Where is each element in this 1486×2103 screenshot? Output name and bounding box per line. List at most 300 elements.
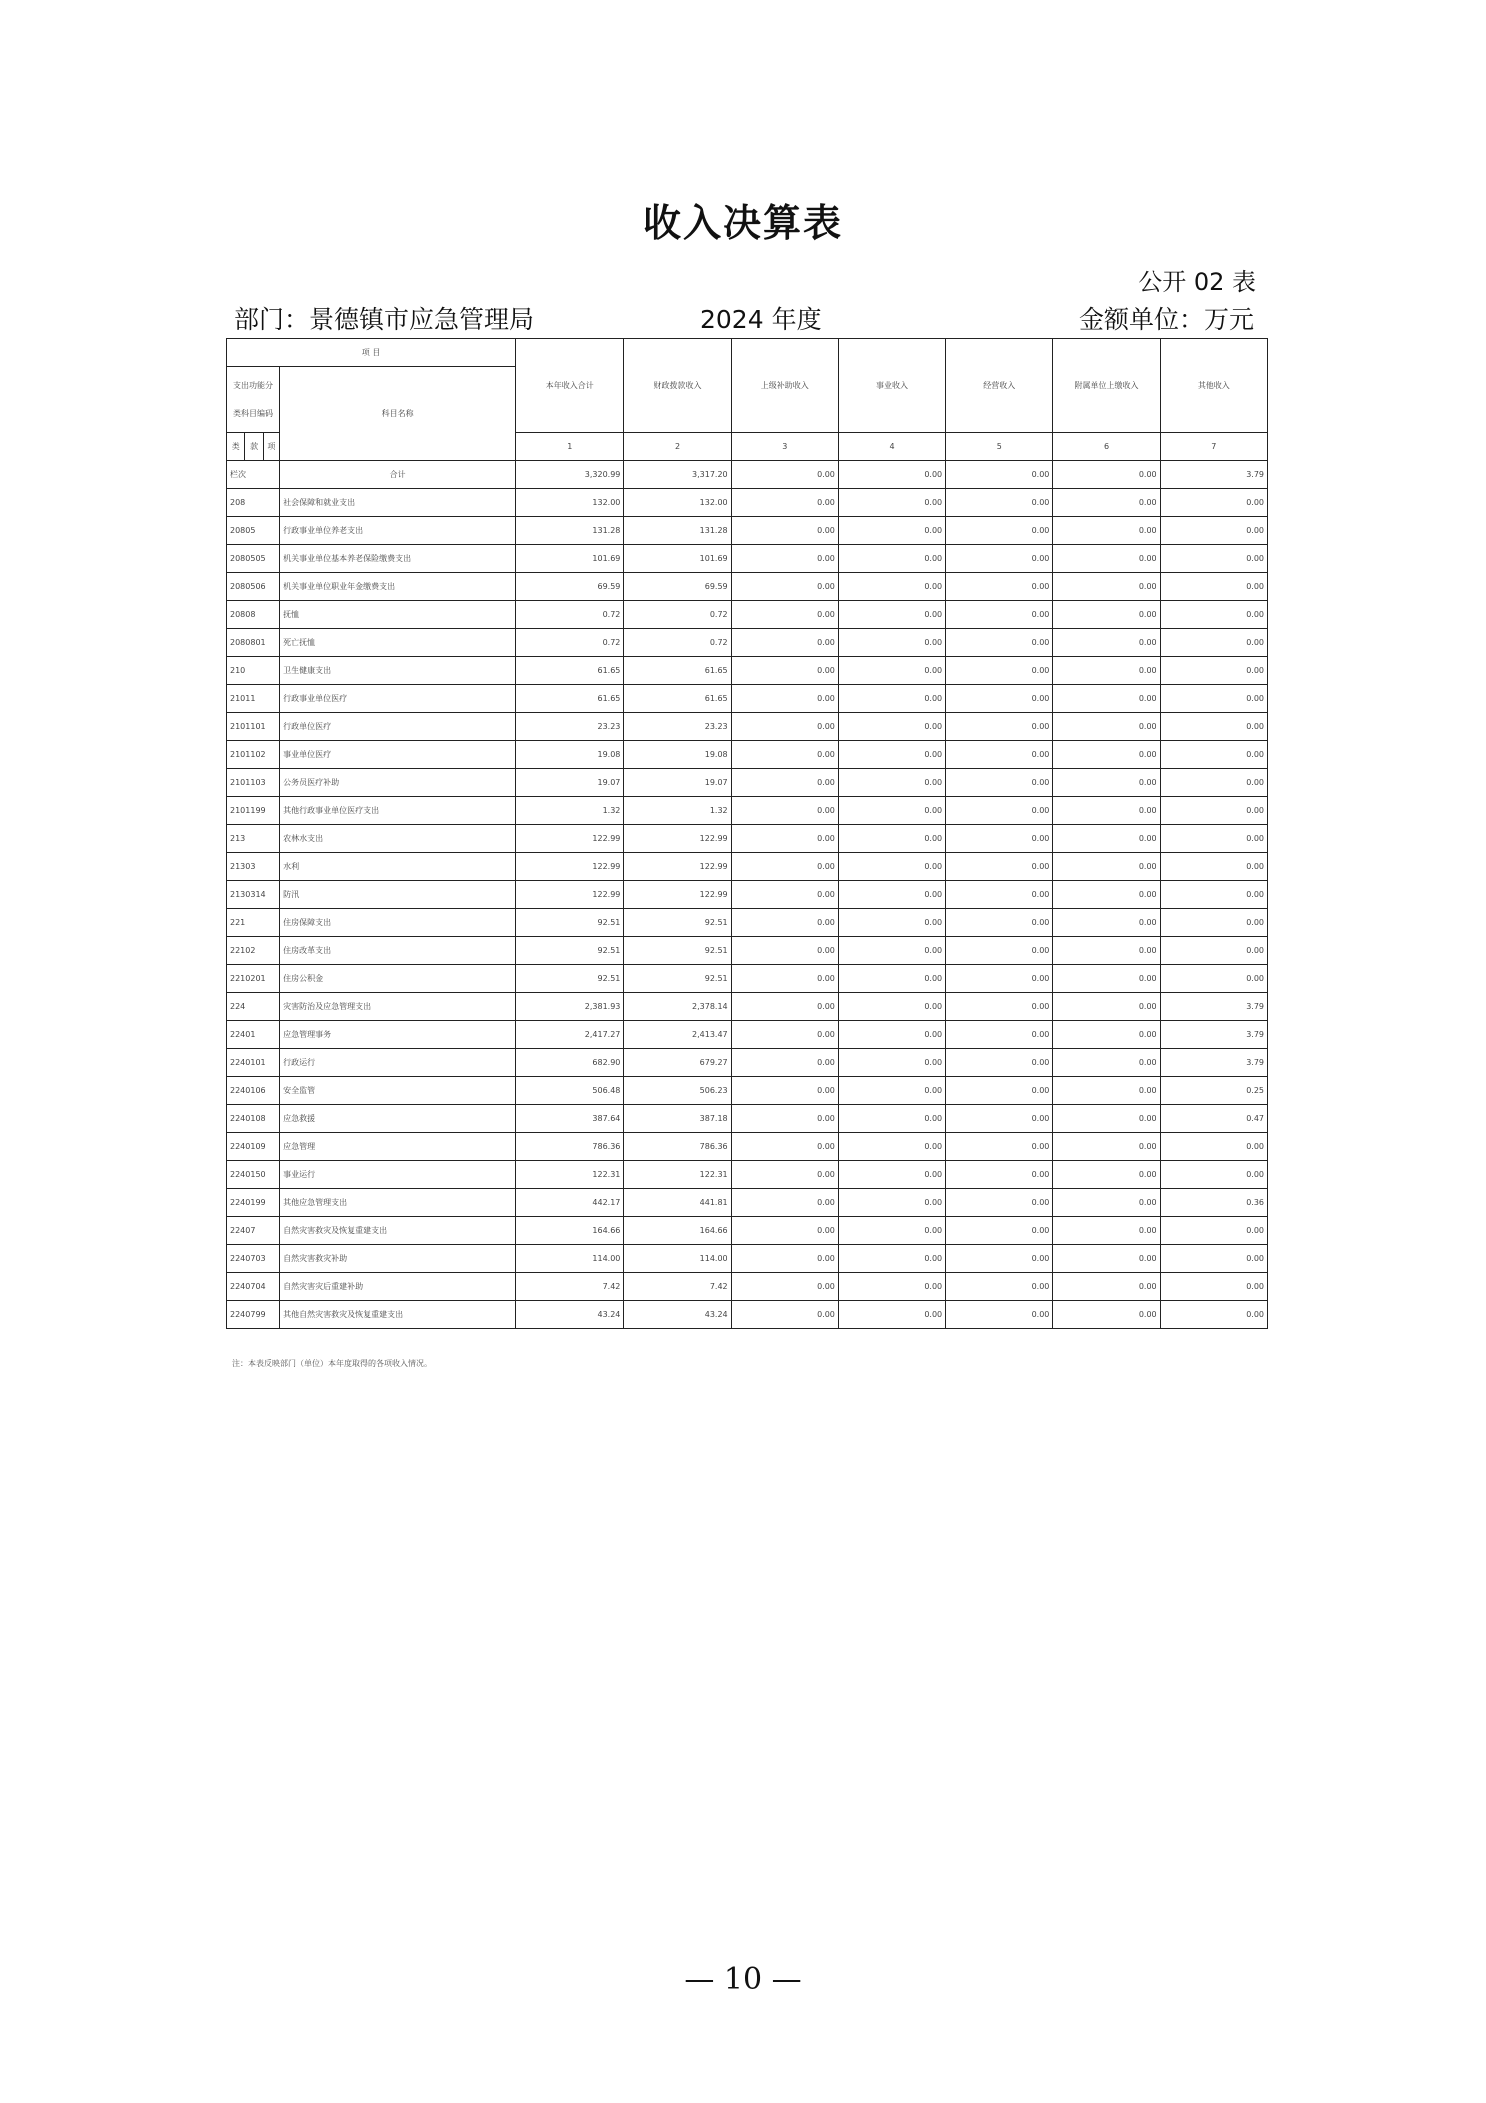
amount-cell: 0.00 (1160, 657, 1267, 685)
amount-cell: 0.00 (946, 853, 1053, 881)
amount-cell: 0.00 (946, 489, 1053, 517)
amount-cell: 0.00 (946, 657, 1053, 685)
subject-code: 224 (227, 993, 280, 1021)
amount-cell: 0.00 (731, 1301, 838, 1329)
amount-cell: 0.00 (838, 797, 945, 825)
page-title: 收入决算表 (642, 201, 843, 245)
total-value: 0.00 (838, 461, 945, 489)
amount-cell: 0.00 (731, 741, 838, 769)
amount-cell: 0.72 (624, 601, 731, 629)
amount-cell: 0.00 (838, 993, 945, 1021)
amount-cell: 0.00 (1053, 1077, 1160, 1105)
amount-cell: 23.23 (516, 713, 624, 741)
amount-cell: 132.00 (624, 489, 731, 517)
subject-name: 其他应急管理支出 (280, 1189, 516, 1217)
amount-cell: 0.00 (946, 517, 1053, 545)
amount-cell: 0.00 (946, 713, 1053, 741)
amount-cell: 2,417.27 (516, 1021, 624, 1049)
subject-code: 21011 (227, 685, 280, 713)
table-row (227, 1161, 1268, 1189)
amount-cell: 0.00 (1160, 1245, 1267, 1273)
subject-code: 22401 (227, 1021, 280, 1049)
amount-cell: 506.23 (624, 1077, 731, 1105)
amount-cell: 132.00 (516, 489, 624, 517)
subject-name: 公务员医疗补助 (280, 769, 516, 797)
amount-cell: 0.00 (838, 965, 945, 993)
amount-cell: 0.00 (946, 1301, 1053, 1329)
amount-cell: 1.32 (516, 797, 624, 825)
table-row (227, 1133, 1268, 1161)
amount-cell: 0.00 (838, 881, 945, 909)
amount-cell: 0.72 (624, 629, 731, 657)
amount-cell: 0.00 (1160, 489, 1267, 517)
amount-cell: 0.00 (1053, 853, 1160, 881)
amount-cell: 122.99 (624, 881, 731, 909)
amount-cell: 0.00 (731, 769, 838, 797)
amount-cell: 0.00 (1160, 1161, 1267, 1189)
total-label: 合计 (280, 461, 516, 489)
amount-cell: 0.00 (838, 741, 945, 769)
amount-cell: 7.42 (624, 1273, 731, 1301)
table-row (227, 797, 1268, 825)
amount-cell: 19.07 (624, 769, 731, 797)
amount-cell: 0.00 (838, 853, 945, 881)
department-label: 部门：景德镇市应急管理局 (234, 305, 535, 334)
subject-name: 水利 (280, 853, 516, 881)
header-col-num-3: 3 (731, 433, 838, 461)
amount-cell: 0.00 (1053, 1021, 1160, 1049)
amount-cell: 92.51 (516, 965, 624, 993)
header-col-num-1: 1 (516, 433, 624, 461)
amount-cell: 0.00 (1053, 881, 1160, 909)
amount-cell: 122.31 (516, 1161, 624, 1189)
amount-cell: 92.51 (624, 937, 731, 965)
total-value: 0.00 (946, 461, 1053, 489)
amount-cell: 0.00 (731, 573, 838, 601)
amount-cell: 0.00 (838, 769, 945, 797)
header-col-3: 上级补助收入 (731, 339, 838, 433)
amount-cell: 0.00 (946, 685, 1053, 713)
amount-cell: 0.00 (1053, 797, 1160, 825)
header-col-5: 经营收入 (946, 339, 1053, 433)
amount-cell: 682.90 (516, 1049, 624, 1077)
amount-cell: 0.00 (1160, 517, 1267, 545)
amount-cell: 0.00 (946, 573, 1053, 601)
header-col-2: 财政拨款收入 (624, 339, 731, 433)
amount-cell: 0.00 (946, 1273, 1053, 1301)
subject-code: 22407 (227, 1217, 280, 1245)
amount-cell: 0.00 (838, 1217, 945, 1245)
amount-cell: 61.65 (516, 685, 624, 713)
table-row (227, 881, 1268, 909)
amount-cell: 0.00 (946, 937, 1053, 965)
amount-cell: 0.00 (946, 769, 1053, 797)
amount-cell: 0.00 (731, 657, 838, 685)
amount-cell: 122.99 (516, 881, 624, 909)
amount-cell: 0.00 (731, 1273, 838, 1301)
table-note: 注：本表反映部门（单位）本年度取得的各项收入情况。 (232, 1359, 432, 1368)
amount-cell: 114.00 (624, 1245, 731, 1273)
subject-code: 2240106 (227, 1077, 280, 1105)
header-col-num-2: 2 (624, 433, 731, 461)
subject-code: 20808 (227, 601, 280, 629)
subject-name: 农林水支出 (280, 825, 516, 853)
amount-cell: 0.00 (946, 797, 1053, 825)
amount-cell: 0.00 (1053, 1301, 1160, 1329)
amount-cell: 0.00 (731, 853, 838, 881)
subject-code: 22102 (227, 937, 280, 965)
amount-cell: 61.65 (624, 685, 731, 713)
amount-cell: 122.31 (624, 1161, 731, 1189)
subject-code: 2240108 (227, 1105, 280, 1133)
subject-code: 2210201 (227, 965, 280, 993)
amount-cell: 19.08 (624, 741, 731, 769)
table-row (227, 937, 1268, 965)
amount-cell: 0.00 (731, 937, 838, 965)
income-table (226, 338, 1268, 1329)
table-row (227, 909, 1268, 937)
table-row (227, 1189, 1268, 1217)
subject-name: 行政运行 (280, 1049, 516, 1077)
amount-cell: 69.59 (516, 573, 624, 601)
table-row (227, 601, 1268, 629)
subject-name: 自然灾害救灾补助 (280, 1245, 516, 1273)
subject-name: 安全监管 (280, 1077, 516, 1105)
amount-cell: 0.00 (838, 657, 945, 685)
amount-cell: 0.00 (946, 1021, 1053, 1049)
amount-cell: 0.00 (1160, 601, 1267, 629)
amount-cell: 0.00 (731, 909, 838, 937)
subject-code: 208 (227, 489, 280, 517)
amount-cell: 0.00 (946, 545, 1053, 573)
table-row (227, 1021, 1268, 1049)
amount-cell: 506.48 (516, 1077, 624, 1105)
amount-cell: 131.28 (624, 517, 731, 545)
amount-cell: 0.00 (1160, 629, 1267, 657)
amount-cell: 0.00 (946, 1161, 1053, 1189)
subject-code: 210 (227, 657, 280, 685)
amount-cell: 61.65 (516, 657, 624, 685)
subject-name: 卫生健康支出 (280, 657, 516, 685)
subject-name: 机关事业单位职业年金缴费支出 (280, 573, 516, 601)
amount-cell: 0.00 (838, 825, 945, 853)
amount-cell: 0.00 (1160, 713, 1267, 741)
subject-name: 事业单位医疗 (280, 741, 516, 769)
subject-name: 应急管理 (280, 1133, 516, 1161)
amount-cell: 0.00 (731, 685, 838, 713)
total-value: 3,317.20 (624, 461, 731, 489)
subject-name: 其他行政事业单位医疗支出 (280, 797, 516, 825)
year-label: 2024 年度 (700, 305, 822, 334)
amount-cell: 0.00 (731, 1133, 838, 1161)
subject-name: 事业运行 (280, 1161, 516, 1189)
header-lei: 类 (227, 433, 245, 461)
amount-cell: 0.00 (731, 517, 838, 545)
amount-cell: 92.51 (516, 909, 624, 937)
amount-cell: 0.72 (516, 629, 624, 657)
amount-cell: 0.00 (1053, 993, 1160, 1021)
amount-cell: 0.00 (731, 545, 838, 573)
table-row (227, 713, 1268, 741)
subject-name: 行政单位医疗 (280, 713, 516, 741)
amount-cell: 0.00 (838, 489, 945, 517)
amount-cell: 0.00 (731, 1049, 838, 1077)
subject-code: 2240199 (227, 1189, 280, 1217)
amount-cell: 0.00 (1053, 657, 1160, 685)
subject-name: 行政事业单位养老支出 (280, 517, 516, 545)
table-row (227, 741, 1268, 769)
amount-cell: 0.00 (1053, 1161, 1160, 1189)
amount-cell: 0.00 (838, 601, 945, 629)
amount-cell: 0.00 (731, 601, 838, 629)
amount-cell: 0.00 (838, 545, 945, 573)
amount-cell: 0.00 (1053, 1133, 1160, 1161)
amount-cell: 0.00 (838, 909, 945, 937)
unit-label: 金额单位：万元 (1078, 305, 1254, 334)
header-col-4: 事业收入 (838, 339, 945, 433)
subject-code: 2101101 (227, 713, 280, 741)
amount-cell: 0.00 (838, 1021, 945, 1049)
table-row (227, 1105, 1268, 1133)
amount-cell: 0.00 (731, 1217, 838, 1245)
meta-row (232, 300, 1256, 334)
table-row (227, 629, 1268, 657)
amount-cell: 0.00 (1160, 965, 1267, 993)
header-col-num-5: 5 (946, 433, 1053, 461)
amount-cell: 0.00 (838, 1105, 945, 1133)
amount-cell: 0.00 (1160, 797, 1267, 825)
lanci-label: 栏次 (227, 461, 280, 489)
amount-cell: 786.36 (624, 1133, 731, 1161)
amount-cell: 0.00 (1053, 965, 1160, 993)
amount-cell: 0.00 (946, 965, 1053, 993)
amount-cell: 43.24 (516, 1301, 624, 1329)
table-row (227, 1049, 1268, 1077)
amount-cell: 0.00 (838, 1077, 945, 1105)
amount-cell: 43.24 (624, 1301, 731, 1329)
amount-cell: 0.00 (946, 1049, 1053, 1077)
subject-name: 自然灾害救灾及恢复重建支出 (280, 1217, 516, 1245)
subject-name: 其他自然灾害救灾及恢复重建支出 (280, 1301, 516, 1329)
header-col-num-4: 4 (838, 433, 945, 461)
amount-cell: 0.00 (1053, 937, 1160, 965)
amount-cell: 0.00 (1053, 909, 1160, 937)
amount-cell: 0.00 (1053, 517, 1160, 545)
subject-code: 2240704 (227, 1273, 280, 1301)
subject-name: 自然灾害灾后重建补助 (280, 1273, 516, 1301)
amount-cell: 7.42 (516, 1273, 624, 1301)
amount-cell: 131.28 (516, 517, 624, 545)
table-row (227, 1217, 1268, 1245)
amount-cell: 0.00 (838, 1133, 945, 1161)
amount-cell: 0.00 (731, 489, 838, 517)
subject-code: 221 (227, 909, 280, 937)
amount-cell: 2,378.14 (624, 993, 731, 1021)
subject-code: 21303 (227, 853, 280, 881)
subject-name: 机关事业单位基本养老保险缴费支出 (280, 545, 516, 573)
amount-cell: 3.79 (1160, 993, 1267, 1021)
amount-cell: 0.00 (731, 825, 838, 853)
subject-name: 应急管理事务 (280, 1021, 516, 1049)
amount-cell: 0.00 (731, 797, 838, 825)
table-row (227, 1245, 1268, 1273)
amount-cell: 0.00 (1053, 489, 1160, 517)
header-col-7: 其他收入 (1160, 339, 1267, 433)
table-row (227, 685, 1268, 713)
amount-cell: 19.07 (516, 769, 624, 797)
amount-cell: 0.00 (1053, 601, 1160, 629)
amount-cell: 0.00 (946, 1077, 1053, 1105)
amount-cell: 0.00 (946, 825, 1053, 853)
subject-name: 防汛 (280, 881, 516, 909)
header-subject-name: 科目名称 (280, 367, 516, 461)
amount-cell: 0.00 (731, 1077, 838, 1105)
amount-cell: 3.79 (1160, 1021, 1267, 1049)
table-row (227, 517, 1268, 545)
table-row (227, 1301, 1268, 1329)
amount-cell: 0.00 (838, 517, 945, 545)
total-value: 3.79 (1160, 461, 1267, 489)
amount-cell: 0.00 (731, 1161, 838, 1189)
amount-cell: 0.00 (838, 1245, 945, 1273)
amount-cell: 0.00 (731, 629, 838, 657)
table-number: 公开 02 表 (1138, 268, 1256, 296)
amount-cell: 0.00 (731, 993, 838, 1021)
subject-name: 行政事业单位医疗 (280, 685, 516, 713)
subject-code: 2240109 (227, 1133, 280, 1161)
amount-cell: 0.00 (1160, 825, 1267, 853)
amount-cell: 442.17 (516, 1189, 624, 1217)
amount-cell: 0.00 (838, 1301, 945, 1329)
amount-cell: 0.00 (1053, 685, 1160, 713)
table-row (227, 825, 1268, 853)
amount-cell: 0.00 (1160, 1301, 1267, 1329)
table-row (227, 1273, 1268, 1301)
amount-cell: 0.00 (1160, 545, 1267, 573)
amount-cell: 0.00 (838, 1273, 945, 1301)
subject-code: 2101103 (227, 769, 280, 797)
subject-code: 2080506 (227, 573, 280, 601)
amount-cell: 0.00 (1053, 573, 1160, 601)
amount-cell: 0.00 (1160, 881, 1267, 909)
amount-cell: 0.00 (1053, 1245, 1160, 1273)
header-xiang: 项 (263, 433, 279, 461)
subject-code: 20805 (227, 517, 280, 545)
amount-cell: 0.00 (946, 1133, 1053, 1161)
subject-code: 2240101 (227, 1049, 280, 1077)
table-row (227, 573, 1268, 601)
amount-cell: 0.00 (1053, 769, 1160, 797)
subject-name: 灾害防治及应急管理支出 (280, 993, 516, 1021)
amount-cell: 122.99 (624, 825, 731, 853)
amount-cell: 2,413.47 (624, 1021, 731, 1049)
amount-cell: 0.00 (1160, 853, 1267, 881)
amount-cell: 0.00 (1053, 629, 1160, 657)
amount-cell: 0.72 (516, 601, 624, 629)
amount-cell: 0.00 (838, 1189, 945, 1217)
header-kuan: 款 (245, 433, 263, 461)
amount-cell: 0.00 (1053, 545, 1160, 573)
amount-cell: 0.00 (838, 713, 945, 741)
table-row (227, 853, 1268, 881)
amount-cell: 122.99 (624, 853, 731, 881)
header-project: 项 目 (227, 339, 516, 367)
amount-cell: 0.00 (1160, 937, 1267, 965)
amount-cell: 0.00 (838, 1161, 945, 1189)
amount-cell: 0.00 (731, 713, 838, 741)
subject-name: 应急救援 (280, 1105, 516, 1133)
total-row (227, 461, 1268, 489)
subject-code: 2101199 (227, 797, 280, 825)
amount-cell: 0.00 (1160, 573, 1267, 601)
amount-cell: 0.00 (1160, 685, 1267, 713)
header-col-6: 附属单位上缴收入 (1053, 339, 1160, 433)
table-row (227, 1077, 1268, 1105)
amount-cell: 19.08 (516, 741, 624, 769)
amount-cell: 0.00 (731, 1021, 838, 1049)
amount-cell: 0.47 (1160, 1105, 1267, 1133)
amount-cell: 92.51 (516, 937, 624, 965)
amount-cell: 114.00 (516, 1245, 624, 1273)
amount-cell: 0.00 (731, 965, 838, 993)
amount-cell: 0.00 (946, 601, 1053, 629)
amount-cell: 0.36 (1160, 1189, 1267, 1217)
header-col-num-6: 6 (1053, 433, 1160, 461)
amount-cell: 0.00 (731, 1245, 838, 1273)
amount-cell: 0.00 (946, 993, 1053, 1021)
amount-cell: 61.65 (624, 657, 731, 685)
amount-cell: 69.59 (624, 573, 731, 601)
amount-cell: 0.00 (838, 629, 945, 657)
subject-name: 住房保障支出 (280, 909, 516, 937)
amount-cell: 0.00 (1053, 1049, 1160, 1077)
amount-cell: 441.81 (624, 1189, 731, 1217)
subject-code: 2130314 (227, 881, 280, 909)
subject-name: 住房改革支出 (280, 937, 516, 965)
amount-cell: 23.23 (624, 713, 731, 741)
amount-cell: 0.00 (731, 1105, 838, 1133)
table-row (227, 769, 1268, 797)
amount-cell: 0.00 (1160, 769, 1267, 797)
amount-cell: 0.00 (1160, 1273, 1267, 1301)
subject-name: 社会保障和就业支出 (280, 489, 516, 517)
amount-cell: 122.99 (516, 853, 624, 881)
amount-cell: 101.69 (516, 545, 624, 573)
table-row (227, 545, 1268, 573)
subject-code: 2080801 (227, 629, 280, 657)
amount-cell: 387.18 (624, 1105, 731, 1133)
amount-cell: 0.00 (1160, 741, 1267, 769)
amount-cell: 679.27 (624, 1049, 731, 1077)
amount-cell: 0.00 (1053, 1105, 1160, 1133)
subject-code: 2240703 (227, 1245, 280, 1273)
table-row (227, 489, 1268, 517)
amount-cell: 0.00 (838, 1049, 945, 1077)
amount-cell: 101.69 (624, 545, 731, 573)
amount-cell: 0.00 (1053, 741, 1160, 769)
amount-cell: 0.00 (946, 741, 1053, 769)
amount-cell: 164.66 (516, 1217, 624, 1245)
amount-cell: 0.00 (838, 937, 945, 965)
table-row (227, 965, 1268, 993)
subject-name: 住房公积金 (280, 965, 516, 993)
subject-code: 2101102 (227, 741, 280, 769)
amount-cell: 0.00 (838, 573, 945, 601)
amount-cell: 0.00 (946, 881, 1053, 909)
amount-cell: 92.51 (624, 965, 731, 993)
header-col-1: 本年收入合计 (516, 339, 624, 433)
page-number: — 10 — (684, 1962, 802, 1997)
